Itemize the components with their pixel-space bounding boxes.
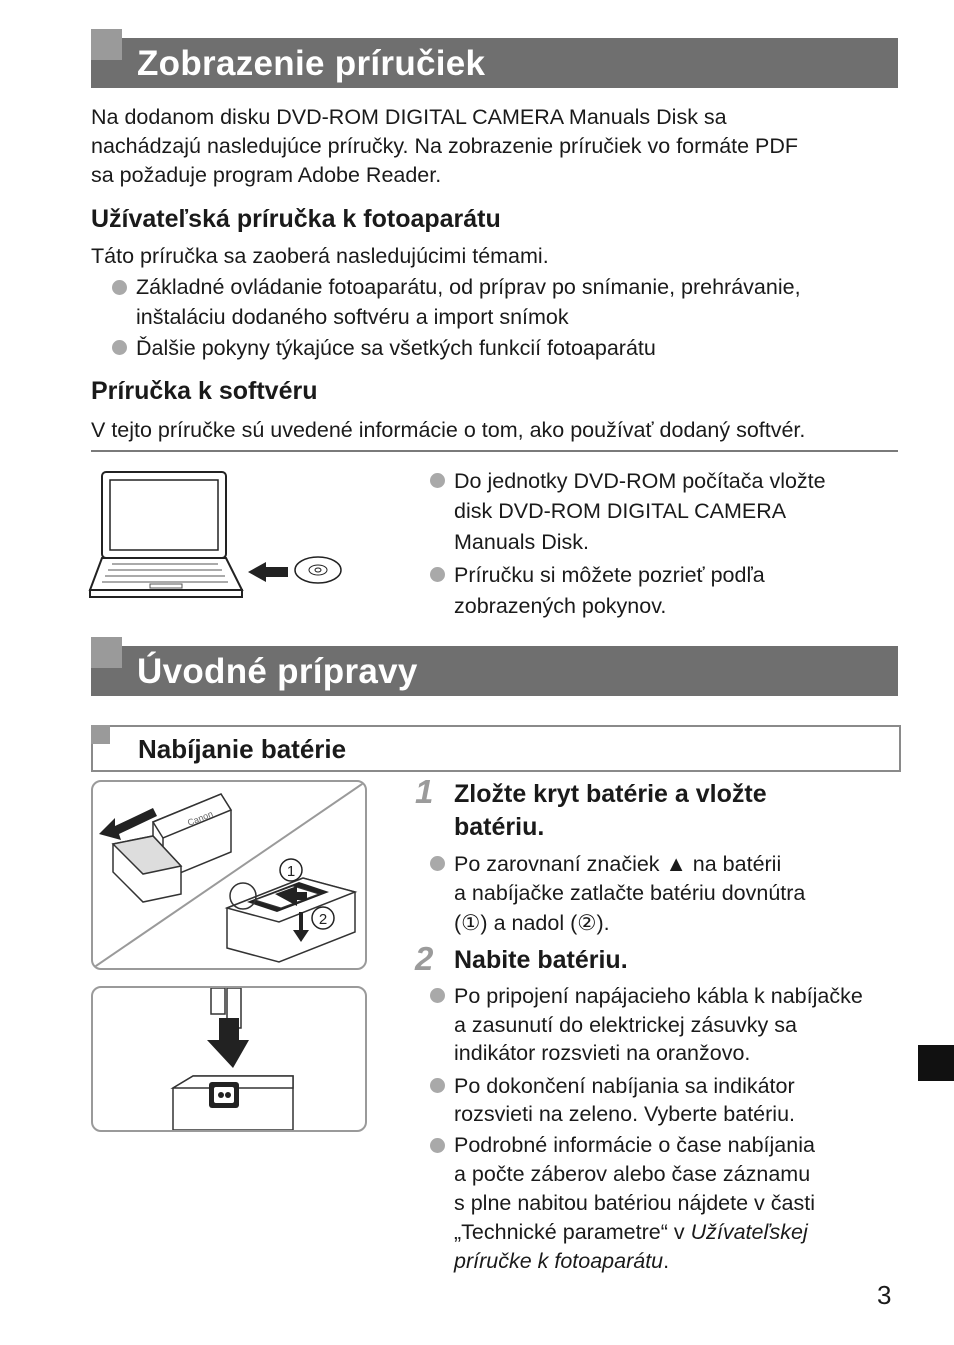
laptop-icon bbox=[90, 472, 242, 597]
bullet-icon bbox=[112, 280, 127, 295]
step-2-bullet-3-line-1: Podrobné informácie o čase nabíjania bbox=[454, 1133, 815, 1157]
software-guide-text: V tejto príručke sú uvedené informácie o tom, ako používať dodaný softvér. bbox=[91, 418, 806, 442]
step-2-bullet-3-line-4-text: „Technické parametre“ v bbox=[454, 1220, 691, 1244]
section-banner-preparations bbox=[91, 646, 898, 696]
bullet-icon bbox=[430, 567, 445, 582]
step-2-bullet-2-line-1: Po dokončení nabíjania sa indikátor bbox=[454, 1074, 795, 1098]
step-2-bullet-1-line-3: indikátor rozsvieti na oranžovo. bbox=[454, 1041, 751, 1065]
intro-line-2: nachádzajú nasledujúce príručky. Na zobrazenie príručiek vo formáte PDF bbox=[91, 134, 799, 158]
step-2-bullet-3-line-2: a počte záberov alebo čase záznamu bbox=[454, 1162, 811, 1186]
laptop-disc-illustration bbox=[88, 466, 348, 606]
step-number-1: 1 bbox=[415, 773, 434, 810]
arrow-icon bbox=[99, 808, 157, 840]
disc-step-2-line-1: Príručku si môžete pozrieť podľa bbox=[454, 563, 765, 587]
software-guide-heading: Príručka k softvéru bbox=[91, 377, 318, 405]
step-1-title-line-1: Zložte kryt batérie a vložte bbox=[454, 780, 767, 808]
bullet-icon bbox=[430, 856, 445, 871]
page-number: 3 bbox=[877, 1280, 892, 1310]
section-title: Zobrazenie príručiek bbox=[137, 44, 486, 83]
marker-1-label: 1 bbox=[286, 863, 296, 880]
banner-square-icon bbox=[91, 29, 122, 60]
marker-2-label: 2 bbox=[318, 911, 328, 928]
manual-reference-end: . bbox=[663, 1249, 670, 1273]
section-banner-manuals bbox=[91, 38, 898, 88]
svg-text:Canon: Canon bbox=[186, 808, 215, 828]
intro-line-1: Na dodanom disku DVD-ROM DIGITAL CAMERA Manuals Disk sa bbox=[91, 105, 727, 129]
step-1-bullet-line-3: (①) a nadol (②). bbox=[454, 911, 610, 935]
camera-guide-bullet-2: Ďalšie pokyny týkajúce sa všetkých funkcií fotoaparátu bbox=[136, 336, 656, 360]
step-2-bullet-3-line-4 bbox=[454, 1218, 808, 1247]
step-1-bullet-line-1: Po zarovnaní značiek ▲ na batérii bbox=[454, 852, 782, 876]
charging-illustration bbox=[91, 986, 367, 1132]
step-2-bullet-3-line-3: s plne nabitou batériou nájdete v časti bbox=[454, 1191, 815, 1215]
bullet-icon bbox=[430, 1138, 445, 1153]
step-number-2: 2 bbox=[415, 940, 434, 977]
camera-guide-bullet-1-line-2: inštaláciu dodaného softvéru a import snímok bbox=[136, 305, 569, 329]
step-2-bullet-3-line-5 bbox=[454, 1247, 669, 1276]
disc-step-1-line-2: disk DVD-ROM DIGITAL CAMERA bbox=[454, 499, 787, 523]
banner-square-icon bbox=[91, 637, 122, 668]
chapter-tab-marker bbox=[918, 1045, 954, 1081]
camera-guide-bullet-1-line-1: Základné ovládanie fotoaparátu, od príprav po snímanie, prehrávanie, bbox=[136, 275, 801, 299]
bullet-icon bbox=[112, 340, 127, 355]
subsection-title: Nabíjanie batérie bbox=[138, 734, 347, 764]
arrow-icon bbox=[248, 562, 288, 582]
disc-icon bbox=[295, 557, 341, 583]
subsection-square-icon bbox=[91, 725, 110, 744]
step-2-bullet-2-line-2: rozsvieti na zeleno. Vyberte batériu. bbox=[454, 1102, 795, 1126]
manual-reference-b: príručke k fotoaparátu bbox=[454, 1249, 664, 1273]
step-1-bullet-line-2: a nabíjačke zatlačte batériu dovnútra bbox=[454, 881, 806, 905]
step-2-title: Nabite batériu. bbox=[454, 946, 628, 974]
subsection-bar bbox=[91, 725, 901, 772]
disc-step-2-line-2: zobrazených pokynov. bbox=[454, 594, 667, 618]
step-2-bullet-1-line-1: Po pripojení napájacieho kábla k nabíjačke bbox=[454, 984, 863, 1008]
arrow-icon bbox=[207, 1018, 249, 1068]
disc-step-1-line-3: Manuals Disk. bbox=[454, 530, 590, 554]
step-1-title-line-2: batériu. bbox=[454, 813, 545, 841]
bullet-icon bbox=[430, 1078, 445, 1093]
bullet-icon bbox=[430, 988, 445, 1003]
step-2-bullet-1-line-2: a zasunutí do elektrickej zásuvky sa bbox=[454, 1013, 797, 1037]
charger-icon bbox=[173, 1076, 293, 1130]
manual-reference-a: Užívateľskej bbox=[690, 1220, 808, 1244]
camera-guide-heading: Užívateľská príručka k fotoaparátu bbox=[91, 205, 501, 233]
disc-step-1-line-1: Do jednotky DVD-ROM počítača vložte bbox=[454, 469, 826, 493]
battery-insert-illustration bbox=[91, 780, 367, 970]
section-title: Úvodné prípravy bbox=[137, 652, 418, 691]
bullet-icon bbox=[430, 473, 445, 488]
intro-line-3: sa požaduje program Adobe Reader. bbox=[91, 163, 442, 187]
divider bbox=[91, 450, 898, 452]
camera-guide-text: Táto príručka sa zaoberá nasledujúcimi témami. bbox=[91, 244, 549, 268]
